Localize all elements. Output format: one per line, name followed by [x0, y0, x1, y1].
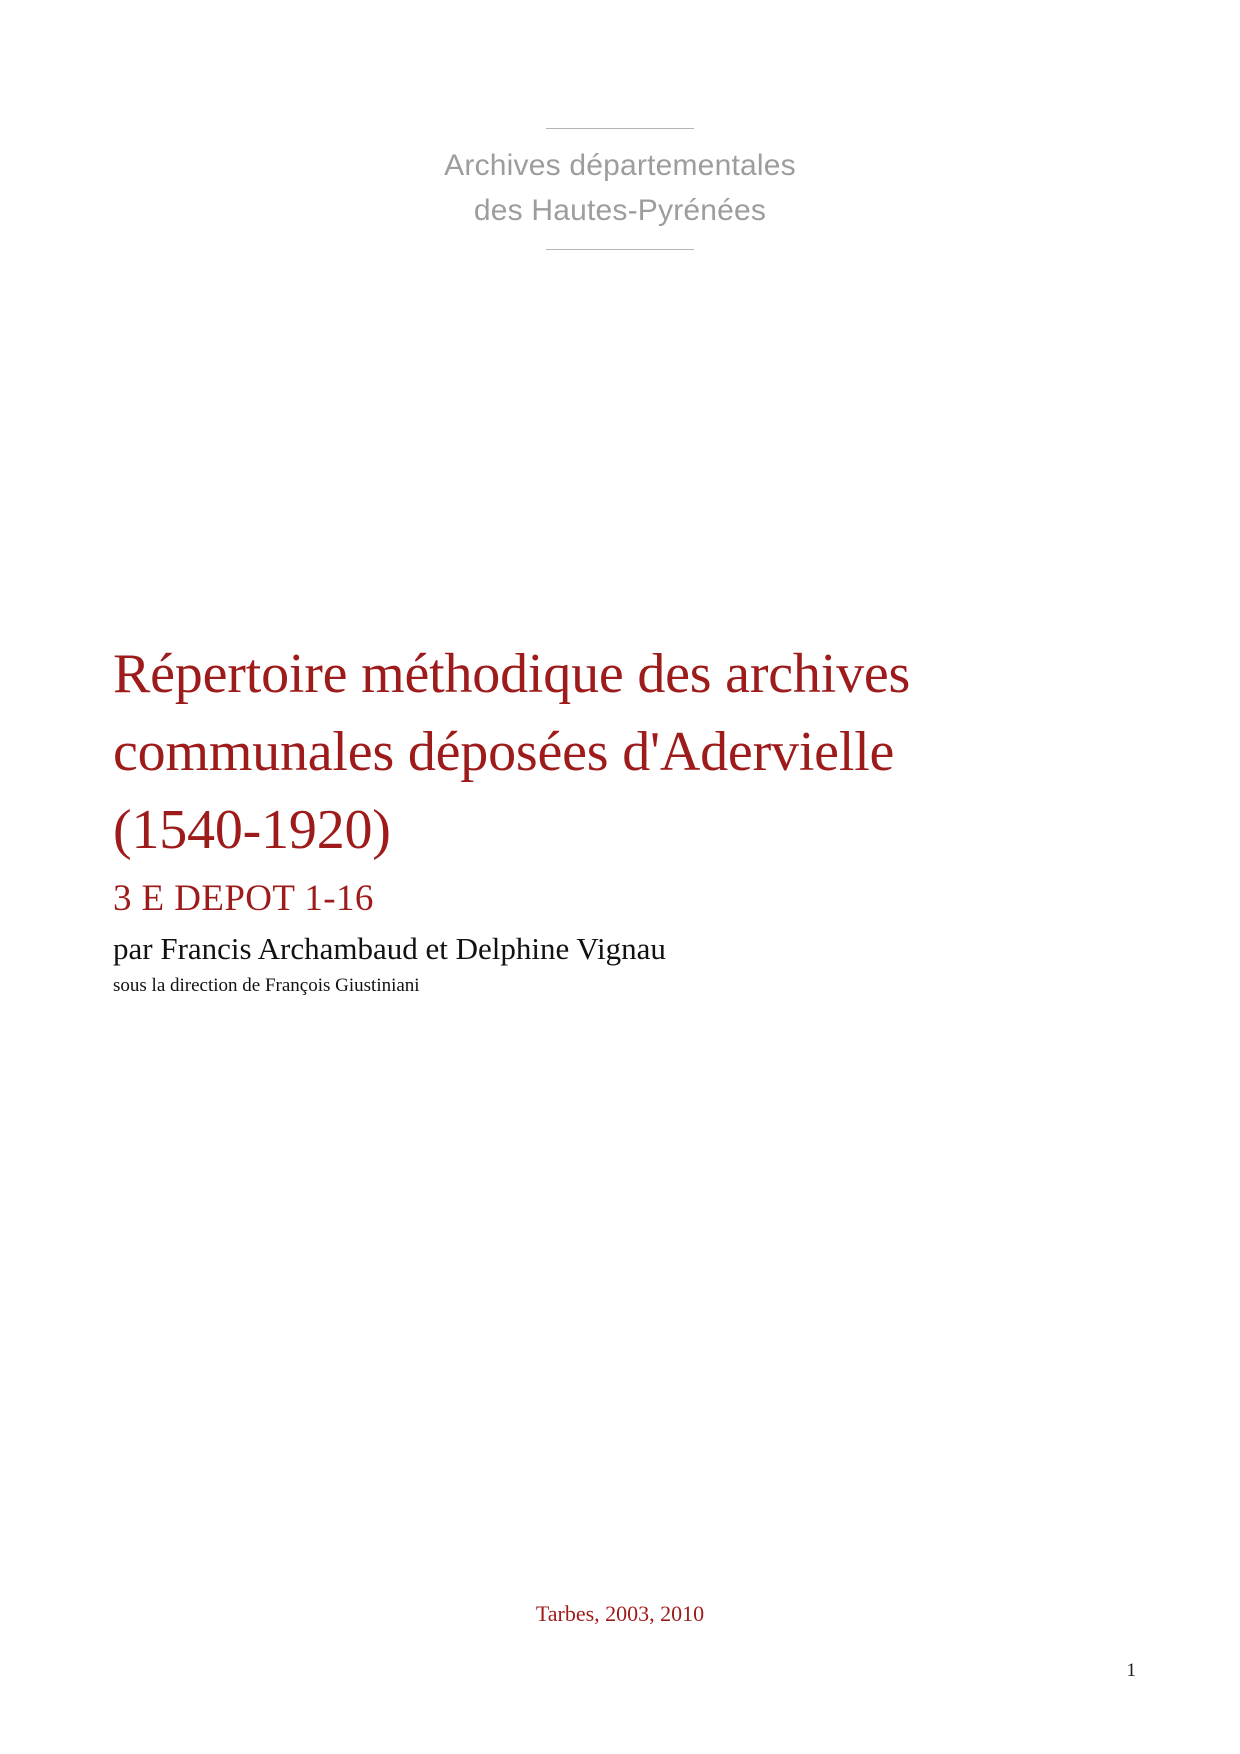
institution-masthead [0, 128, 1240, 250]
direction-line: sous la direction de François Giustiniani [113, 975, 420, 996]
page-title: Répertoire méthodique des archives communales déposées d'Adervielle (1540-1920) [113, 643, 911, 861]
institution-name-line-2: des Hautes-Pyrénées [473, 194, 767, 227]
masthead-rule-top [546, 128, 694, 129]
imprint-line: Tarbes, 2003, 2010 [535, 1601, 705, 1626]
page-number: 1 [1126, 1660, 1136, 1681]
archive-reference-code: 3 E DEPOT 1-16 [113, 878, 374, 919]
institution-name-line-1: Archives départementales [444, 149, 796, 182]
authors-line: par Francis Archambaud et Delphine Vignau [113, 931, 666, 966]
masthead-rule-bottom [546, 249, 694, 250]
title-block [113, 635, 1013, 999]
